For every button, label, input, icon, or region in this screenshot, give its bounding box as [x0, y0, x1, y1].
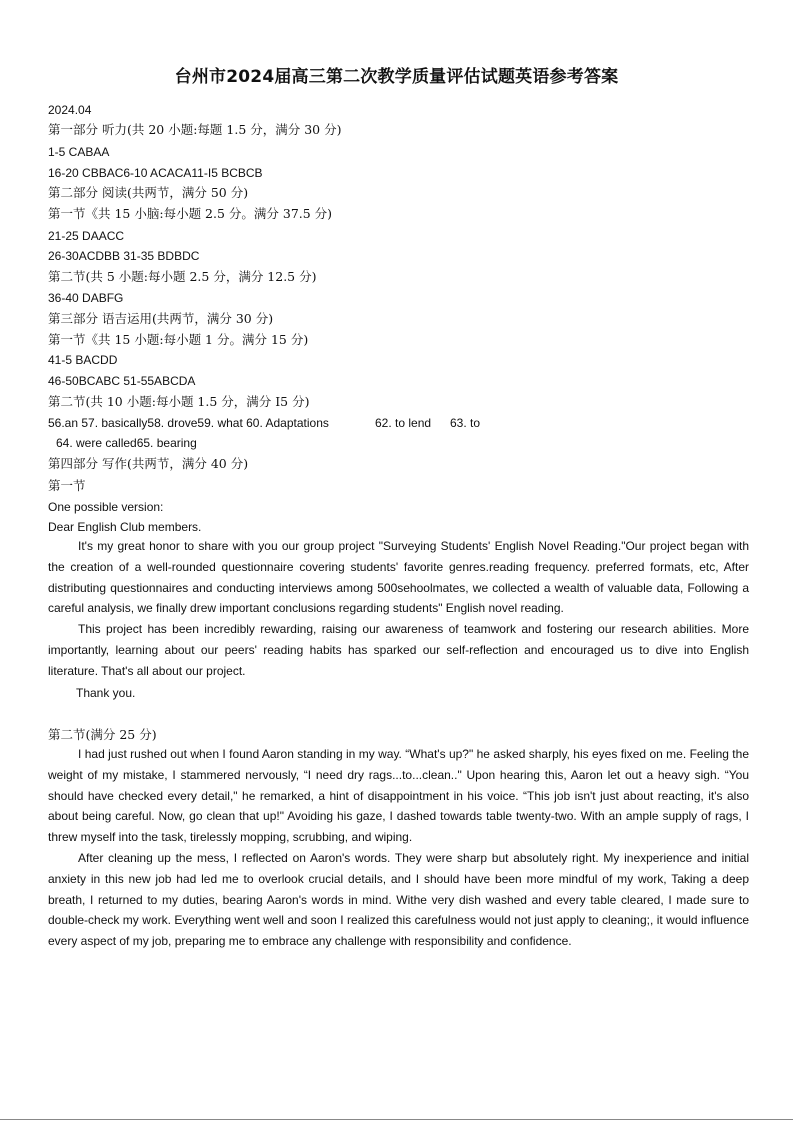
part3-heading: 第三部分 语吉运用(共两节，满分 30 分) — [48, 311, 274, 326]
part4-section1-heading: 第一节 — [48, 478, 86, 493]
part3-section1-answers-1: 41-5 BACDD — [48, 353, 118, 367]
part1-answers-line-2: 16-20 CBBAC6-10 ACACA11-I5 BCBCB — [48, 166, 263, 180]
part2-section1-answers-1: 21-25 DAACC — [48, 229, 125, 243]
part2-section1-heading: 第一节《共 15 小脑:每小题 2.5 分。满分 37.5 分) — [48, 206, 333, 221]
part3-section1-answers-2: 46-50BCABC 51-55ABCDA — [48, 374, 196, 388]
part3-section2-answers-b: 62. to lend — [375, 416, 432, 430]
part4-section2-heading: 第二节(满分 25 分) — [48, 727, 157, 742]
story-paragraph: I had just rushed out when I found Aaron standing in my way. “What's up?" he asked sharply, his eyes fixed on me. Feeling the weight of my mistake, I stammered nervously, “I need dry rags...to...clean.." Upon hearing this, Aaron let out a heavy sigh. “You should have checked every detail," he remarked, a hint of disappointment in his voice. “This job isn't just about reacting, it's also about being careful. Now, go clean that up!" Avoiding his gaze, I dashed towards table twenty-two. With an ample supply of rags, I threw myself into the task, tirelessly mopping, scrubbing, and wiping. — [48, 747, 749, 845]
part4-heading: 第四部分 写作(共两节，满分 40 分) — [48, 456, 249, 471]
page-bottom-divider — [0, 1119, 793, 1120]
part2-section2-answers: 36-40 DABFG — [48, 291, 124, 305]
part1-answers-line-1: 1-5 CABAA — [48, 145, 110, 159]
part2-section2-heading: 第二节(共 5 小题:每小题 2.5 分，满分 12.5 分) — [48, 269, 317, 284]
page-title: 台州市2024届高三第二次教学质量评估试题英语参考答案 — [174, 67, 619, 87]
part3-section2-heading: 第二节(共 10 小题:每小题 1.5 分，满分 I5 分) — [48, 394, 310, 409]
letter-closing: Thank you. — [76, 686, 136, 700]
part3-section2-answers-d: 64. were called65. bearing — [56, 436, 197, 450]
letter-greeting: Dear English Club members. — [48, 520, 202, 534]
part1-heading: 第一部分 听力(共 20 小题:每题 1.5 分，满分 30 分) — [48, 122, 342, 137]
part3-section2-answers-a: 56.an 57. basically58. drove59. what 60. Adaptations — [48, 416, 329, 430]
part2-section1-answers-2: 26-30ACDBB 31-35 BDBDC — [48, 249, 200, 263]
part3-section2-answers-c: 63. to — [450, 416, 481, 430]
letter-paragraph: It's my great honor to share with you our group project "Surveying Students' English Novel Reading."Our project began with the creation of a well-rounded questionnaire covering students' favorite genres.reading frequency. preferred formats, etc, After distributing questionnaires and conducting interviews among 500sehoolmates, we collected a wealth of valuable data, Following a careful analysis, we finally drew important conclusions regarding students" English novel reading. — [48, 539, 749, 616]
story-paragraph: After cleaning up the mess, I reflected on Aaron's words. They were sharp but absolutely right. My inexperience and initial anxiety in this new job had led me to overlook crucial details, and I should have been more mindful of my work, Taking a deep breath, I returned to my duties, bearing Aaron's words in mind. Withe very dish washed and every table cleared, I made sure to double-check my work. Everything went well and soon I realized this carefulness would not just apply to cleaning;, it would influence every aspect of my job, preparing me to embrace any challenge with responsibility and confidence. — [48, 851, 749, 949]
part3-section1-heading: 第一节《共 15 小题:每小题 1 分。满分 15 分) — [48, 332, 309, 347]
date: 2024.04 — [48, 103, 92, 117]
part2-heading: 第二部分 阅读(共两节，满分 50 分) — [48, 185, 249, 200]
version-label: One possible version: — [48, 500, 164, 514]
letter-paragraph: This project has been incredibly rewarding, raising our awareness of teamwork and fostering our research abilities. More importantly, learning about our peers' reading habits has sparked our self-reflection and encouraged us to dive into English literature. That's all about our project. — [48, 622, 749, 678]
